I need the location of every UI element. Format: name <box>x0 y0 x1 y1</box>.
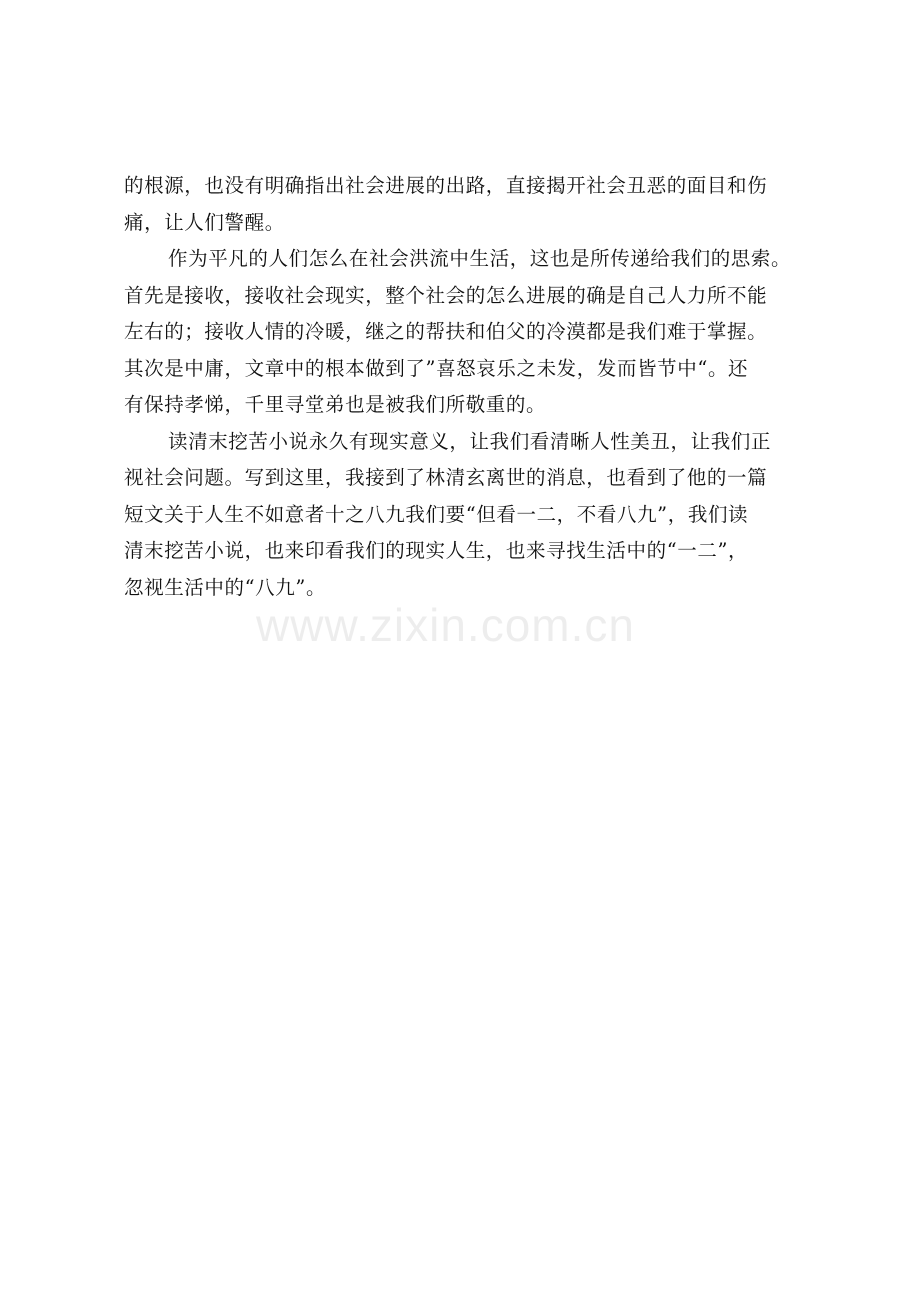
watermark: www.zixin.com.cn <box>256 599 635 651</box>
text-line: 读清末挖苦小说永久有现实意义，让我们看清晰人性美丑，让我们正 <box>168 429 772 453</box>
text-line: 首先是接收，接收社会现实，整个社会的怎么进展的确是自己人力所不能 <box>124 283 768 307</box>
text-line: 视社会问题。写到这里，我接到了林清玄离世的消息，也看到了他的一篇 <box>124 466 768 489</box>
text-line: 短文关于人生不如意者十之八九我们要“但看一二，不看八九”，我们读 <box>124 502 749 526</box>
text-line: 左右的；接收人情的冷暖，继之的帮扶和伯父的冷漠都是我们难于掌握。 <box>124 320 768 343</box>
text-line: 痛，让人们警醒。 <box>124 210 285 234</box>
body-text <box>124 168 824 606</box>
text-line: 忽视生活中的“八九”。 <box>124 575 327 599</box>
text-line: 有保持孝悌，千里寻堂弟也是被我们所敬重的。 <box>124 393 547 416</box>
text-line: 清末挖苦小说，也来印看我们的现实人生，也来寻找生活中的“一二”， <box>124 539 749 562</box>
text-line: 其次是中庸，文章中的根本做到了”喜怒哀乐之未发，发而皆节中“。还 <box>124 356 749 380</box>
text-line: 作为平凡的人们怎么在社会洪流中生活，这也是所传递给我们的思索。 <box>168 247 792 270</box>
text-line: 的根源，也没有明确指出社会进展的出路，直接揭开社会丑恶的面目和伤 <box>124 174 768 197</box>
